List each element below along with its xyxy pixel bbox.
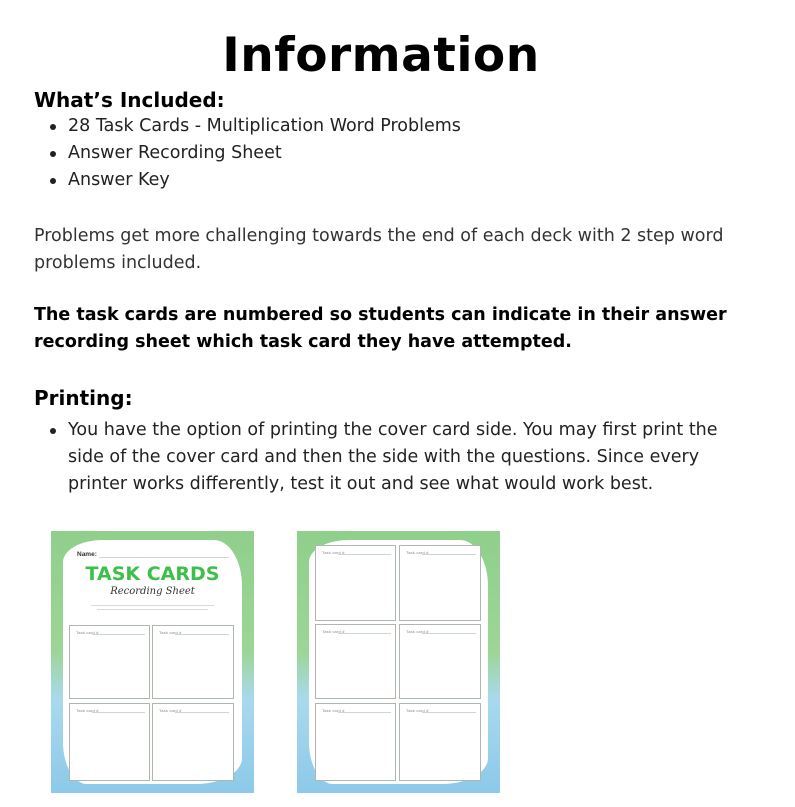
task-card-cell bbox=[315, 624, 396, 699]
whats-included-heading: What’s Included: bbox=[34, 88, 225, 112]
paragraph-line: problems included. bbox=[34, 253, 202, 273]
printing-line: printer works differently, test it out and see what would work best. bbox=[68, 474, 654, 494]
paragraph-line: Problems get more challenging towards the end of each deck with 2 step word bbox=[34, 226, 724, 246]
included-list bbox=[48, 113, 461, 194]
list-item: Answer Recording Sheet bbox=[48, 140, 461, 167]
cell-label: Task card # bbox=[159, 708, 182, 713]
name-line bbox=[99, 557, 229, 558]
task-card-cell bbox=[399, 703, 481, 781]
task-card-cell bbox=[399, 624, 481, 699]
paragraph-line: The task cards are numbered so students can indicate in their answer bbox=[34, 305, 727, 325]
cell-label: Task card # bbox=[322, 629, 345, 634]
task-card-cell bbox=[69, 703, 150, 781]
cell-label: Task card # bbox=[76, 630, 99, 635]
cell-label: Task card # bbox=[406, 550, 429, 555]
task-card-cell bbox=[152, 703, 234, 781]
printing-line: You have the option of printing the cover card side. You may first print the bbox=[68, 420, 718, 440]
printing-list bbox=[48, 417, 748, 498]
list-item: Answer Key bbox=[48, 167, 461, 194]
cell-label: Task card # bbox=[76, 708, 99, 713]
cell-label: Task card # bbox=[406, 629, 429, 634]
task-card-cell bbox=[69, 625, 150, 699]
thumbnail-subtitle: Recording Sheet bbox=[110, 586, 195, 597]
numbered-cards-paragraph bbox=[34, 302, 754, 356]
task-card-grid-thumbnail bbox=[297, 531, 500, 793]
instruction-lines bbox=[81, 603, 224, 613]
task-card-cell bbox=[315, 545, 396, 621]
thumbnail-title: TASK CARDS bbox=[85, 563, 220, 585]
page-title: Information bbox=[222, 28, 540, 83]
task-card-cell bbox=[315, 703, 396, 781]
paragraph-line: recording sheet which task card they have attempted. bbox=[34, 332, 572, 352]
printing-line: side of the cover card and then the side with the questions. Since every bbox=[68, 447, 700, 467]
name-label: Name: bbox=[77, 551, 97, 558]
cell-label: Task card # bbox=[406, 708, 429, 713]
cell-label: Task card # bbox=[322, 708, 345, 713]
printing-heading: Printing: bbox=[34, 386, 133, 410]
difficulty-paragraph bbox=[34, 223, 754, 277]
list-item bbox=[48, 417, 748, 498]
recording-sheet-thumbnail bbox=[51, 531, 254, 793]
cell-label: Task card # bbox=[159, 630, 182, 635]
list-item: 28 Task Cards - Multiplication Word Problems bbox=[48, 113, 461, 140]
task-card-cell bbox=[399, 545, 481, 621]
cell-label: Task card # bbox=[322, 550, 345, 555]
task-card-cell bbox=[152, 625, 234, 699]
